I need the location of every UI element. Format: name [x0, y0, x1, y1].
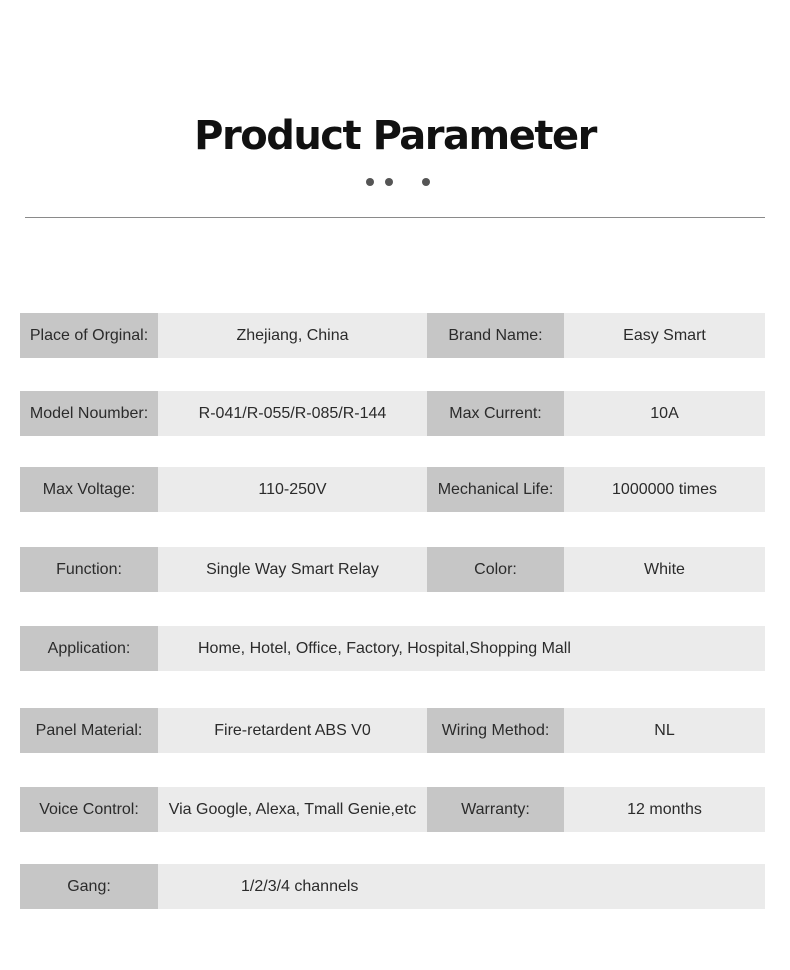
parameter-value: 12 months — [564, 787, 765, 832]
parameter-row-voltage-life — [20, 467, 765, 512]
parameter-value: White — [564, 547, 765, 592]
parameter-label: Gang: — [20, 864, 158, 909]
parameter-value: Zhejiang, China — [158, 313, 427, 358]
parameter-value: Via Google, Alexa, Tmall Genie,etc — [158, 787, 427, 832]
decorative-dot — [422, 178, 430, 186]
parameter-label: Max Voltage: — [20, 467, 158, 512]
decorative-dot — [385, 178, 393, 186]
parameter-value: NL — [564, 708, 765, 753]
parameter-value: 1/2/3/4 channels — [158, 864, 765, 909]
parameter-value: Fire-retardent ABS V0 — [158, 708, 427, 753]
parameter-value: Home, Hotel, Office, Factory, Hospital,Shopping Mall — [158, 626, 765, 671]
decorative-dot — [366, 178, 374, 186]
parameter-row-place-brand — [20, 313, 765, 358]
parameter-row-material-wiring — [20, 708, 765, 753]
parameter-row-application — [20, 626, 765, 671]
parameter-label: Place of Orginal: — [20, 313, 158, 358]
parameter-label: Voice Control: — [20, 787, 158, 832]
page-title: Product Parameter — [194, 113, 596, 159]
parameter-label: Wiring Method: — [427, 708, 564, 753]
parameter-label: Max Current: — [427, 391, 564, 436]
parameter-value: 10A — [564, 391, 765, 436]
title-divider — [25, 217, 765, 218]
parameter-row-function-color — [20, 547, 765, 592]
parameter-value: Single Way Smart Relay — [158, 547, 427, 592]
parameter-label: Application: — [20, 626, 158, 671]
parameter-label: Function: — [20, 547, 158, 592]
parameter-row-voice-warranty — [20, 787, 765, 832]
parameter-row-gang — [20, 864, 765, 909]
parameter-label: Panel Material: — [20, 708, 158, 753]
parameter-label: Brand Name: — [427, 313, 564, 358]
parameter-label: Model Noumber: — [20, 391, 158, 436]
parameter-row-model-current — [20, 391, 765, 436]
parameter-label: Warranty: — [427, 787, 564, 832]
parameter-value: R-041/R-055/R-085/R-144 — [158, 391, 427, 436]
parameter-value: 110-250V — [158, 467, 427, 512]
parameter-label: Mechanical Life: — [427, 467, 564, 512]
parameter-value: Easy Smart — [564, 313, 765, 358]
parameter-value: 1000000 times — [564, 467, 765, 512]
parameter-label: Color: — [427, 547, 564, 592]
